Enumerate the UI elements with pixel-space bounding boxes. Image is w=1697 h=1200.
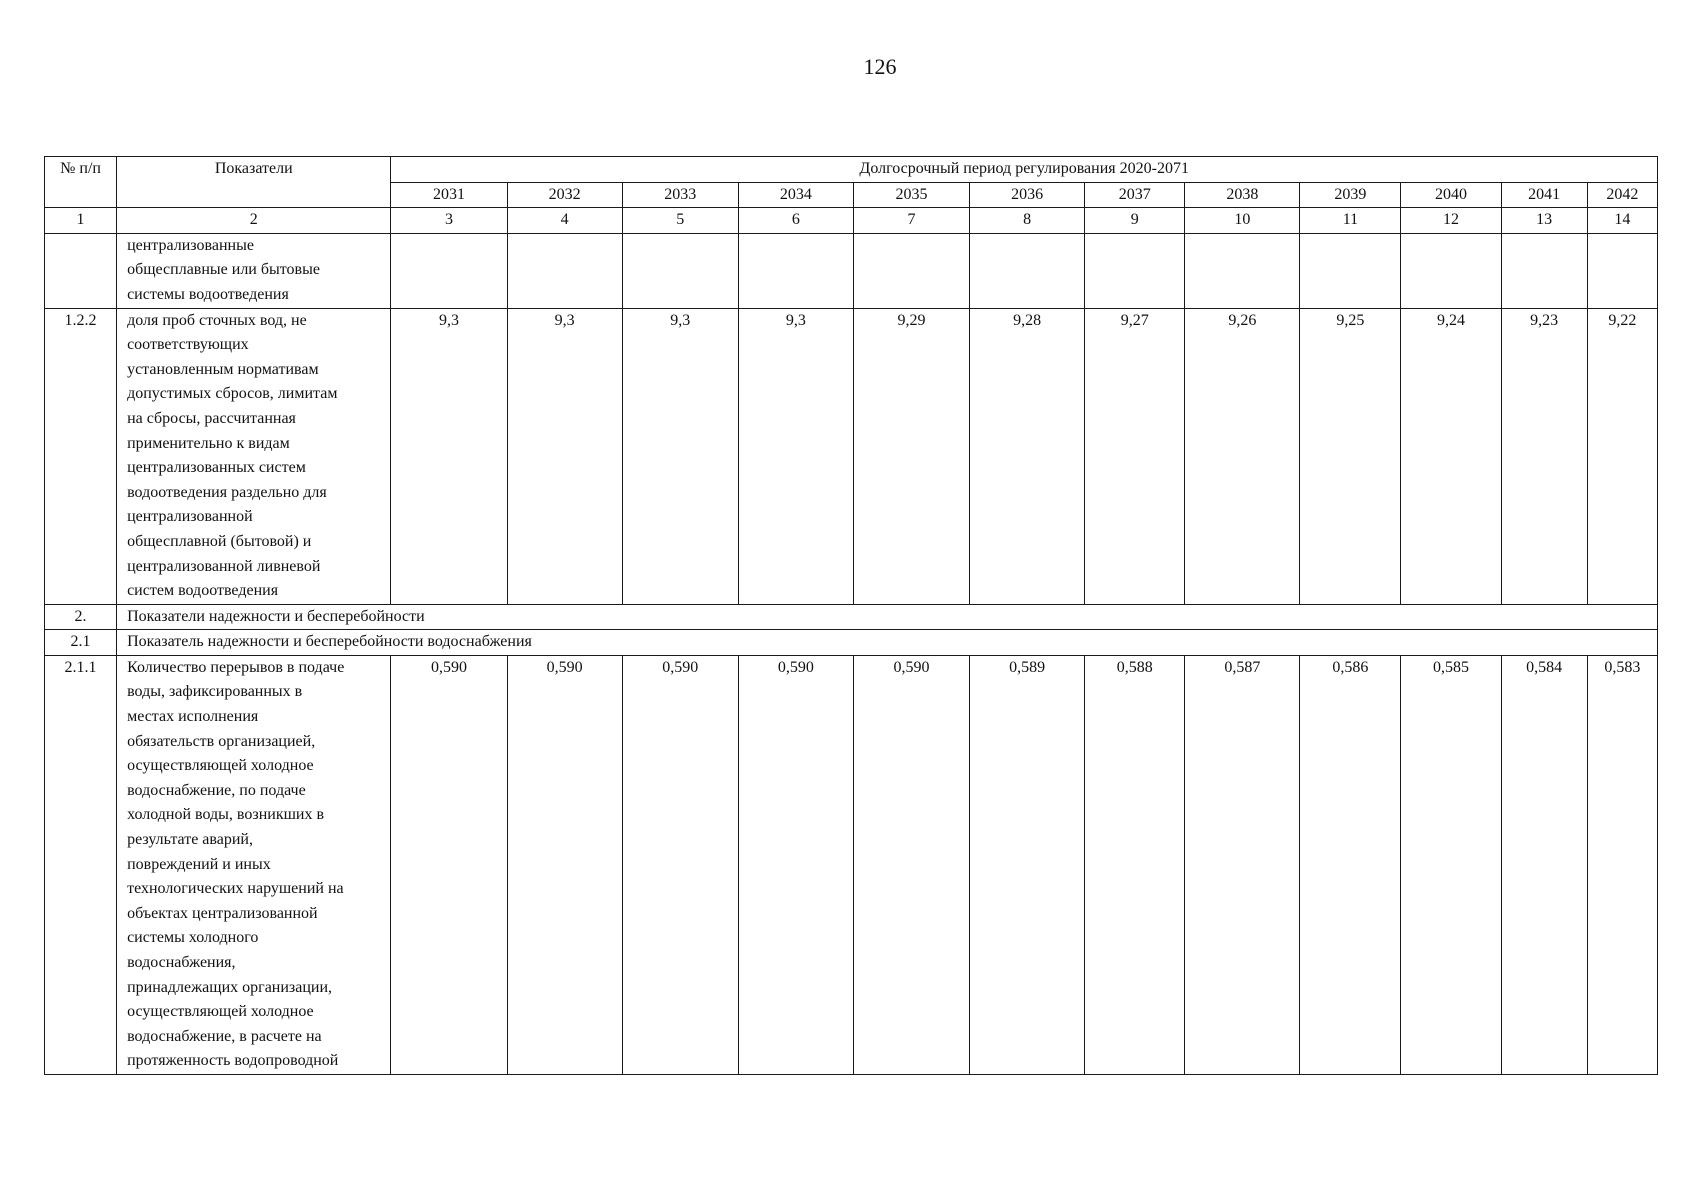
value-cell: [1501, 233, 1587, 308]
indicator-line: водоснабжение, по подаче: [127, 781, 306, 799]
value-cell: 0,589: [970, 655, 1085, 1074]
indicator-line: водоотведения раздельно для: [127, 483, 327, 501]
indicator-line: допустимых сбросов, лимитам: [127, 385, 338, 403]
indicator-line: централизованных систем: [127, 459, 306, 477]
column-number-row: [45, 208, 1658, 234]
indicator-line: централизованной: [127, 508, 253, 526]
row-number: 2.1.1: [45, 655, 117, 1074]
value-cell: 0,590: [507, 655, 622, 1074]
indicator-line: воды, зафиксированных в: [127, 683, 303, 701]
indicator-line: на сбросы, рассчитанная: [127, 409, 296, 427]
column-number: 3: [391, 208, 507, 234]
section-row: [45, 604, 1658, 630]
value-cell: 0,590: [853, 655, 969, 1074]
value-cell: 9,29: [853, 308, 969, 604]
value-cell: [1085, 233, 1185, 308]
year-header: 2037: [1085, 182, 1185, 208]
value-cell: 9,24: [1401, 308, 1501, 604]
indicator-line: повреждений и иных: [127, 855, 271, 873]
year-header: 2032: [507, 182, 622, 208]
indicator-line: общесплавной (бытовой) и: [127, 532, 312, 550]
column-number: 7: [853, 208, 969, 234]
value-cell: 0,590: [622, 655, 738, 1074]
indicator-line: централизованной ливневой: [127, 557, 321, 575]
value-cell: [1401, 233, 1501, 308]
indicator-line: соответствующих: [127, 336, 249, 354]
column-number: 2: [117, 208, 391, 234]
indicator-line: протяженность водопроводной: [127, 1052, 339, 1070]
indicator-text: [117, 233, 391, 308]
year-header: 2040: [1401, 182, 1501, 208]
value-cell: 9,26: [1185, 308, 1300, 604]
value-cell: [738, 233, 853, 308]
value-cell: 9,23: [1501, 308, 1587, 604]
year-header: 2031: [391, 182, 507, 208]
indicator-line: результате аварий,: [127, 831, 253, 849]
value-cell: 9,27: [1085, 308, 1185, 604]
value-cell: 0,584: [1501, 655, 1587, 1074]
indicator-line: технологических нарушений на: [127, 880, 344, 898]
indicator-line: осуществляющей холодное: [127, 757, 314, 775]
header-num: № п/п: [45, 157, 117, 208]
value-cell: 0,590: [391, 655, 507, 1074]
indicator-line: местах исполнения: [127, 708, 259, 726]
table-row: [45, 308, 1658, 604]
indicator-line: общесплавные или бытовые: [127, 261, 320, 279]
indicator-line: водоснабжение, в расчете на: [127, 1027, 322, 1045]
section-row: [45, 630, 1658, 656]
value-cell: 9,28: [970, 308, 1085, 604]
indicator-line: холодной воды, возникших в: [127, 806, 325, 824]
value-cell: 9,22: [1587, 308, 1657, 604]
indicator-line: системы водоотведения: [127, 285, 289, 303]
value-cell: 9,3: [507, 308, 622, 604]
table-row: [45, 233, 1658, 308]
table-row: [45, 655, 1658, 1074]
row-number: [45, 233, 117, 308]
indicator-line: принадлежащих организации,: [127, 978, 333, 996]
indicator-text: [117, 308, 391, 604]
header-period: Долгосрочный период регулирования 2020-2071: [391, 157, 1658, 183]
column-number: 11: [1300, 208, 1401, 234]
value-cell: [622, 233, 738, 308]
value-cell: [1587, 233, 1657, 308]
year-header: 2042: [1587, 182, 1657, 208]
column-number: 5: [622, 208, 738, 234]
column-number: 1: [45, 208, 117, 234]
year-header: 2034: [738, 182, 853, 208]
value-cell: [1300, 233, 1401, 308]
column-number: 6: [738, 208, 853, 234]
indicator-text: [117, 655, 391, 1074]
value-cell: 0,588: [1085, 655, 1185, 1074]
indicator-line: осуществляющей холодное: [127, 1003, 314, 1021]
indicator-line: системы холодного: [127, 929, 259, 947]
section-title: Показатели надежности и бесперебойности: [117, 604, 1658, 630]
value-cell: [1185, 233, 1300, 308]
column-number: 10: [1185, 208, 1300, 234]
year-header: 2039: [1300, 182, 1401, 208]
value-cell: [507, 233, 622, 308]
page-number: 126: [863, 54, 897, 79]
year-header: 2035: [853, 182, 969, 208]
indicator-line: обязательств организацией,: [127, 732, 316, 750]
indicator-line: водоснабжения,: [127, 954, 236, 971]
indicator-line: применительно к видам: [127, 434, 290, 452]
indicator-line: систем водоотведения: [127, 582, 279, 600]
value-cell: [853, 233, 969, 308]
section-title: Показатель надежности и бесперебойности водоснабжения: [117, 630, 1658, 656]
value-cell: 0,585: [1401, 655, 1501, 1074]
value-cell: [970, 233, 1085, 308]
column-number: 9: [1085, 208, 1185, 234]
header-row-period: [45, 157, 1658, 183]
indicator-line: объектах централизованной: [127, 904, 318, 922]
value-cell: 0,590: [738, 655, 853, 1074]
year-header: 2033: [622, 182, 738, 208]
year-header: 2038: [1185, 182, 1300, 208]
indicator-line: централизованные: [127, 236, 254, 254]
indicator-line: доля проб сточных вод, не: [127, 311, 307, 329]
column-number: 13: [1501, 208, 1587, 234]
header-indicator: Показатели: [117, 157, 391, 208]
column-number: 14: [1587, 208, 1657, 234]
indicators-table: [44, 156, 1658, 1075]
value-cell: 9,3: [622, 308, 738, 604]
column-number: 4: [507, 208, 622, 234]
year-header: 2036: [970, 182, 1085, 208]
value-cell: 0,586: [1300, 655, 1401, 1074]
value-cell: 9,25: [1300, 308, 1401, 604]
row-number: 2.: [45, 604, 117, 630]
column-number: 8: [970, 208, 1085, 234]
row-number: 1.2.2: [45, 308, 117, 604]
value-cell: 0,587: [1185, 655, 1300, 1074]
value-cell: 9,3: [391, 308, 507, 604]
column-number: 12: [1401, 208, 1501, 234]
value-cell: 0,583: [1587, 655, 1657, 1074]
indicator-line: Количество перерывов в подаче: [127, 658, 345, 676]
value-cell: 9,3: [738, 308, 853, 604]
row-number: 2.1: [45, 630, 117, 656]
indicator-line: установленным нормативам: [127, 360, 319, 378]
value-cell: [391, 233, 507, 308]
year-header: 2041: [1501, 182, 1587, 208]
